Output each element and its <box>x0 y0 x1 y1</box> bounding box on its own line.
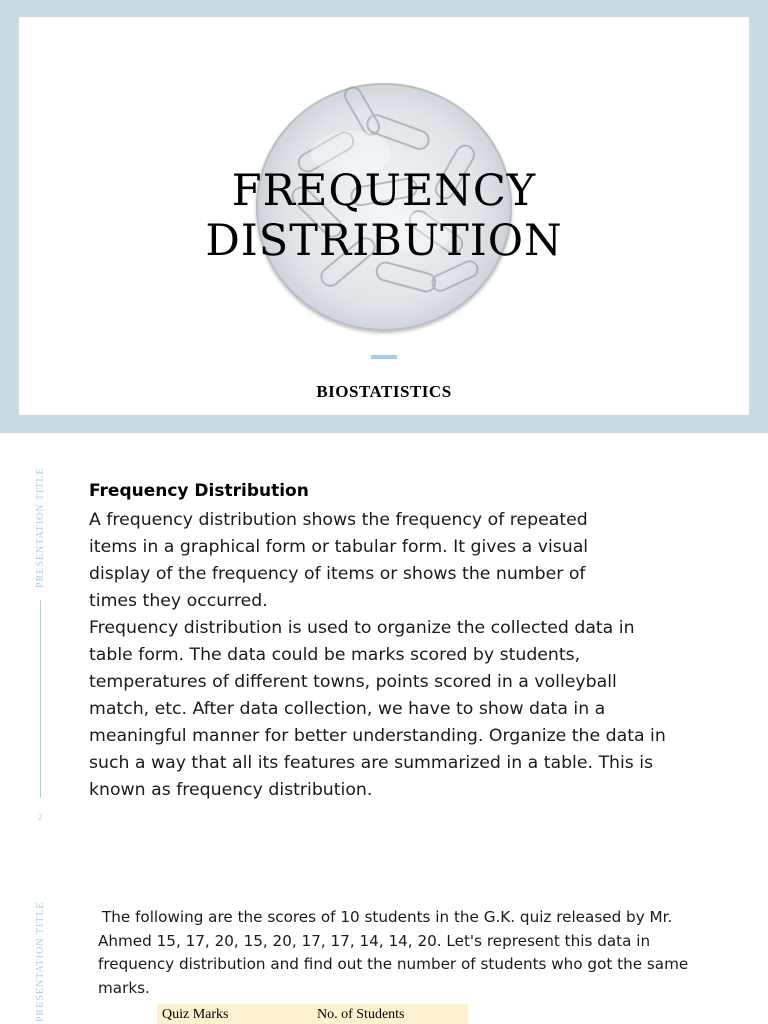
quiz-intro-text: The following are the scores of 10 students in the G.K. quiz released by Mr. Ahmed 15, 17, 20, 15, 20, 17, 17, 14, 14, 20. Let's represent this data in frequency distribution and find out the number of students who got the same marks. <box>98 908 689 997</box>
title-line-1: FREQUENCY <box>231 166 537 216</box>
side-divider-line <box>40 600 41 798</box>
column-header-quiz-marks: Quiz Marks <box>162 1007 229 1022</box>
paragraph-usage: Frequency distribution is used to organize the collected data in table form. The data could be marks scored by students, temperatures of different towns, points scored in a volleyball match, etc. After data collection, we have to show data in a meaningful manner for better understanding. Organize the data in such a way that all its features are summarized in a table. This is known as frequency distribution. <box>89 618 666 800</box>
column-header-no-of-students: No. of Students <box>317 1007 405 1022</box>
title-line-2: DISTRIBUTION <box>205 216 563 266</box>
side-presentation-title: PRESENTATION TITLE <box>35 467 46 588</box>
frequency-table-header <box>157 1004 468 1024</box>
slide-title <box>0 166 768 266</box>
slide-subtitle: BIOSTATISTICS <box>316 382 452 401</box>
side-presentation-title-2: PRESENTATION TITLE <box>35 901 46 1022</box>
paragraph-definition: A frequency distribution shows the frequency of repeated items in a graphical form or tabular form. It gives a visual display of the frequency of items or shows the number of times they occurred. <box>89 510 589 611</box>
page-number: 2 <box>38 813 42 822</box>
accent-bar <box>371 355 397 359</box>
section-heading: Frequency Distribution <box>89 481 309 501</box>
